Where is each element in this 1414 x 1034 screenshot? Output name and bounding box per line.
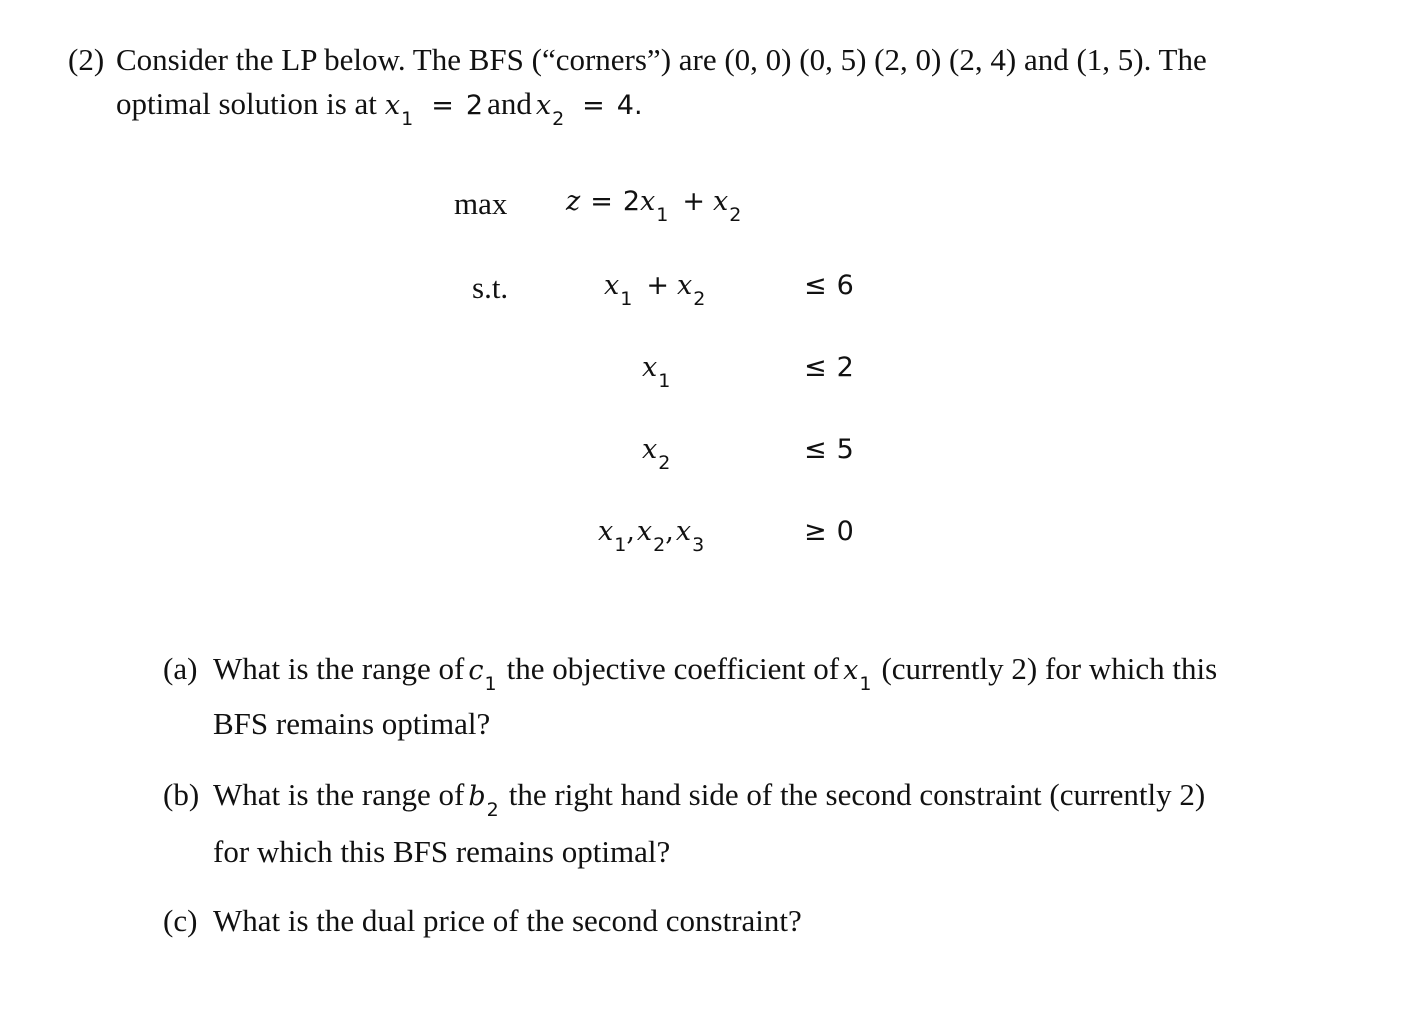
question-b-prefix: What is the range of [213, 777, 465, 812]
relation-sign: ≤ [804, 352, 827, 383]
var-x2: x [535, 90, 552, 121]
constraint-3-rhs [804, 434, 854, 465]
var-x1: x [384, 90, 401, 121]
plus-sign: + [682, 186, 705, 217]
x1-value: 2 [465, 90, 484, 121]
equals-sign: = [582, 90, 605, 121]
var-x2: x [676, 270, 693, 301]
question-b-line1 [213, 777, 1206, 821]
problem-intro-line1: Consider the LP below. The BFS (“corners”) are (0, 0) (0, 5) (2, 0) (2, 4) and (1, 5). The [116, 42, 1207, 77]
objective-coef1: 2 [622, 186, 641, 217]
sub-1: 1 [401, 108, 414, 130]
sub-1: 1 [656, 204, 669, 226]
objective-function [566, 186, 742, 226]
sub-3: 3 [692, 534, 705, 556]
equals-sign: = [431, 90, 454, 121]
question-b-suffix: the right hand side of the second constraint (currently 2) [508, 777, 1206, 812]
sub-2: 2 [552, 108, 565, 130]
rhs-value: 6 [836, 270, 854, 301]
question-a-label: (a) [163, 651, 198, 686]
relation-sign: ≤ [804, 270, 827, 301]
constraint-1-rhs [804, 270, 854, 301]
max-label: max [454, 186, 508, 221]
sub-2: 2 [653, 534, 666, 556]
constraint-4-rhs [804, 516, 854, 547]
constraint-4-lhs [598, 516, 705, 556]
plus-sign: + [646, 270, 669, 301]
question-b-line2: for which this BFS remains optimal? [213, 834, 671, 869]
sub-1: 1 [658, 370, 671, 392]
var-x2: x [713, 186, 729, 217]
var-x2: x [642, 434, 658, 465]
relation-sign: ≥ [804, 516, 827, 547]
sub-2: 2 [693, 288, 706, 310]
comma: , [665, 516, 674, 547]
sub-1: 1 [859, 673, 872, 695]
question-c-label: (c) [163, 903, 198, 938]
question-b-label: (b) [163, 777, 200, 812]
var-c1: c [468, 655, 484, 686]
constraint-2-rhs [804, 352, 854, 383]
sub-2: 2 [486, 799, 499, 821]
sub-1: 1 [614, 534, 627, 556]
question-a-mid: the objective coefficient of [506, 651, 840, 686]
period: . [633, 90, 643, 121]
rhs-value: 2 [836, 352, 854, 383]
question-a-line2: BFS remains optimal? [213, 706, 491, 741]
x2-value: 4 [616, 90, 634, 121]
var-x2: x [636, 516, 653, 547]
var-x1: x [843, 655, 859, 686]
rhs-value: 0 [836, 516, 854, 547]
question-a-prefix: What is the range of [213, 651, 465, 686]
comma: , [626, 516, 635, 547]
sub-2: 2 [729, 204, 742, 226]
question-a-line1 [213, 651, 1218, 695]
constraint-3-lhs [642, 434, 671, 474]
var-x3: x [675, 516, 692, 547]
var-x1: x [640, 186, 656, 217]
rhs-value: 5 [836, 434, 854, 465]
constraint-1-lhs [604, 270, 706, 310]
var-x1: x [642, 352, 658, 383]
problem-intro-line2 [116, 86, 643, 130]
var-z: z [566, 186, 581, 217]
intro-line2-prefix: optimal solution is at [116, 86, 377, 121]
and-word: and [487, 86, 532, 121]
var-b2: b [468, 781, 486, 812]
constraint-2-lhs [642, 352, 671, 392]
equals-sign: = [590, 186, 613, 217]
relation-sign: ≤ [804, 434, 827, 465]
var-x1: x [604, 270, 620, 301]
var-x1: x [598, 516, 614, 547]
st-label: s.t. [472, 270, 509, 305]
problem-number: (2) [68, 42, 105, 77]
question-a-suffix: (currently 2) for which this [881, 651, 1218, 686]
question-c-text: What is the dual price of the second constraint? [213, 903, 802, 938]
sub-1: 1 [620, 288, 633, 310]
sub-1: 1 [484, 673, 497, 695]
sub-2: 2 [658, 452, 671, 474]
